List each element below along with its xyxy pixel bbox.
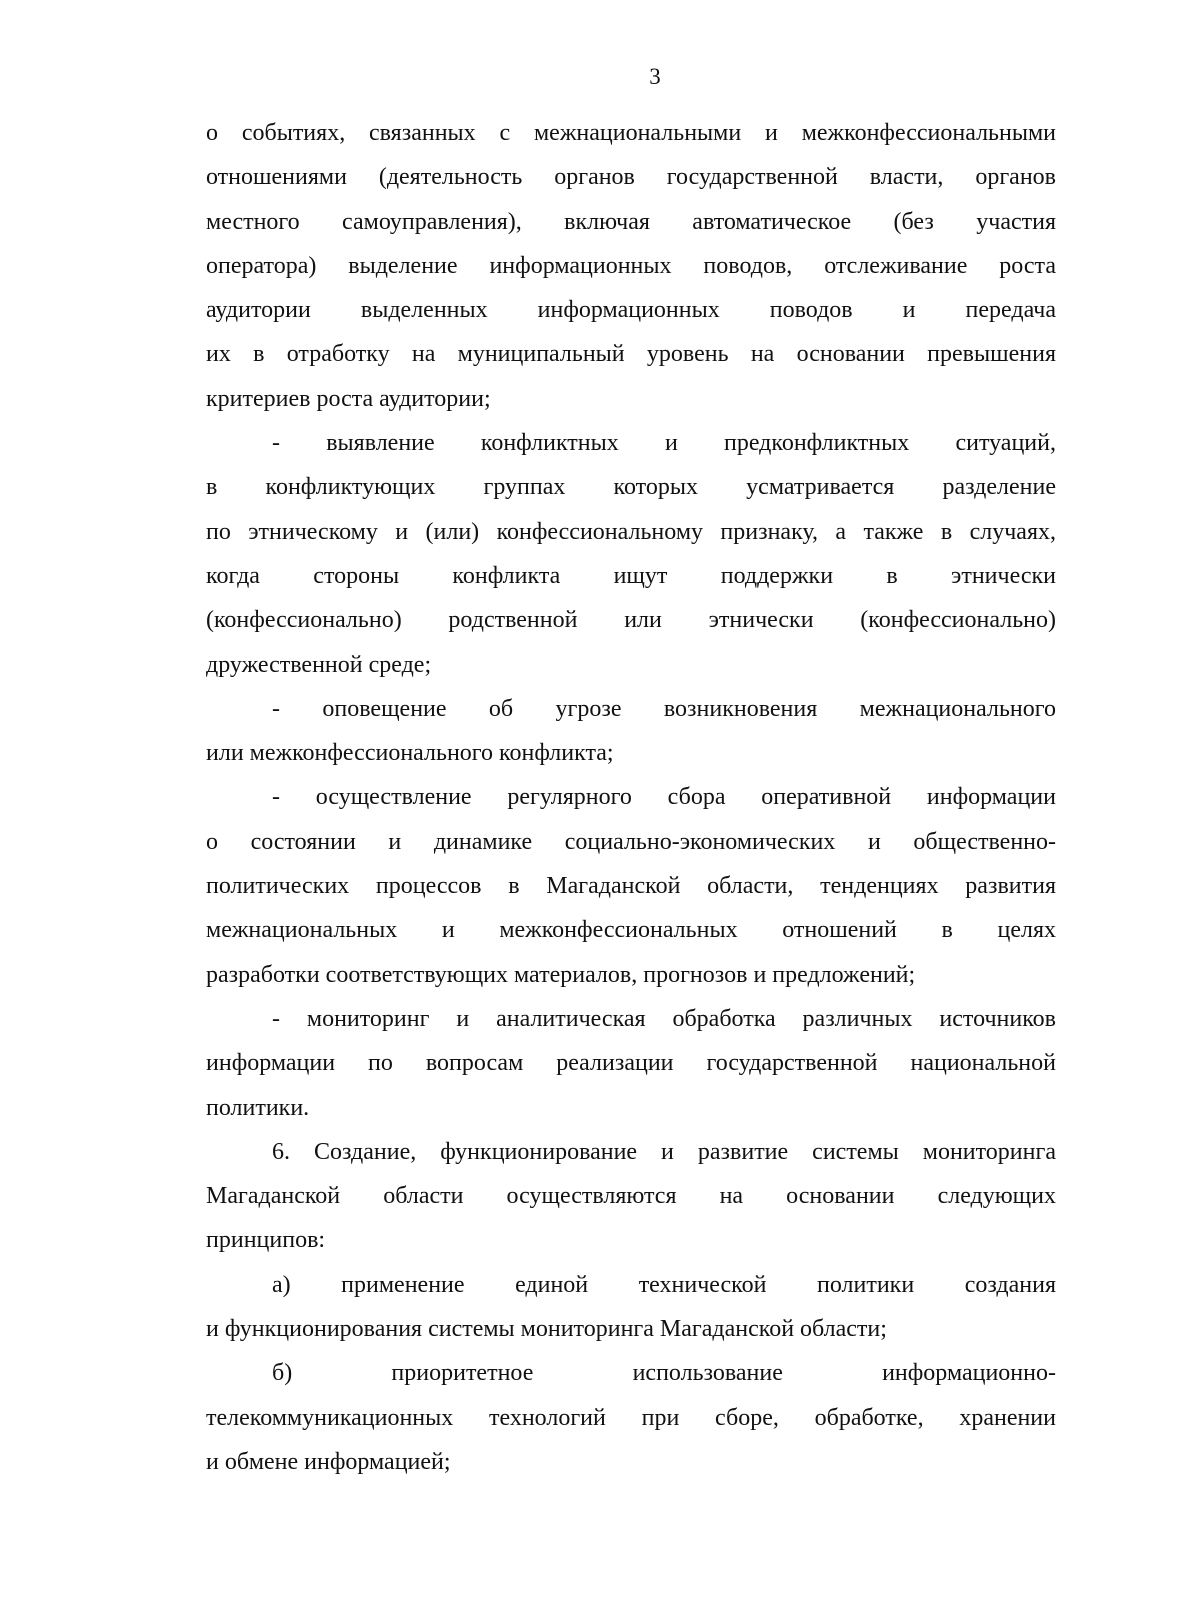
text-line: разработки соответствующих материалов, прогнозов и предложений; <box>206 961 916 988</box>
paragraph <box>206 1002 1056 1135</box>
paragraph <box>206 1356 1056 1489</box>
text-line: - оповещение об угрозе возникновения межнационального <box>272 695 1056 722</box>
text-line: когда стороны конфликта ищут поддержки в этнически <box>206 562 1056 589</box>
text-line: в конфликтующих группах которых усматривается разделение <box>206 474 1056 501</box>
text-line: оператора) выделение информационных поводов, отслеживание роста <box>206 252 1056 279</box>
text-line: критериев роста аудитории; <box>206 385 491 412</box>
text-line: дружественной среде; <box>206 651 432 678</box>
paragraph <box>206 1135 1056 1268</box>
text-line: политики. <box>206 1094 310 1121</box>
text-line: Магаданской области осуществляются на основании следующих <box>206 1183 1056 1210</box>
text-line: - выявление конфликтных и предконфликтных ситуаций, <box>272 430 1056 457</box>
paragraph <box>206 1268 1056 1357</box>
text-line: телекоммуникационных технологий при сборе, обработке, хранении <box>206 1404 1056 1431</box>
text-line: и обмене информацией; <box>206 1448 451 1475</box>
text-line: принципов: <box>206 1227 326 1254</box>
text-line: аудитории выделенных информационных поводов и передача <box>206 297 1056 324</box>
paragraph <box>206 426 1056 692</box>
text-line: - мониторинг и аналитическая обработка различных источников <box>272 1005 1056 1032</box>
text-line: б) приоритетное использование информационно- <box>272 1360 1056 1387</box>
text-line: о событиях, связанных с межнациональными и межконфессиональными <box>206 120 1056 146</box>
text-line: местного самоуправления), включая автоматическое (без участия <box>206 208 1056 235</box>
text-line: их в отработку на муниципальный уровень на основании превышения <box>206 341 1056 368</box>
text-line: и функционирования системы мониторинга Магаданской области; <box>206 1316 887 1343</box>
document-body <box>206 116 1056 1489</box>
text-line: 6. Создание, функционирование и развитие системы мониторинга <box>272 1138 1056 1165</box>
text-line: о состоянии и динамике социально-экономических и общественно- <box>206 828 1056 855</box>
paragraph <box>206 780 1056 1001</box>
text-line: по этническому и (или) конфессиональному признаку, а также в случаях, <box>206 518 1056 545</box>
text-line: - осуществление регулярного сбора оперативной информации <box>272 784 1056 811</box>
text-line: информации по вопросам реализации государственной национальной <box>206 1050 1056 1077</box>
page-number: 3 <box>649 64 661 89</box>
text-line: политических процессов в Магаданской области, тенденциях развития <box>206 873 1056 900</box>
paragraph <box>206 116 1056 426</box>
text-line: а) применение единой технической политики создания <box>272 1271 1056 1298</box>
text-line: или межконфессионального конфликта; <box>206 740 614 767</box>
paragraph <box>206 692 1056 781</box>
text-line: межнациональных и межконфессиональных отношений в целях <box>206 917 1056 944</box>
text-line: (конфессионально) родственной или этнически (конфессионально) <box>206 607 1056 634</box>
text-line: отношениями (деятельность органов государственной власти, органов <box>206 164 1056 191</box>
